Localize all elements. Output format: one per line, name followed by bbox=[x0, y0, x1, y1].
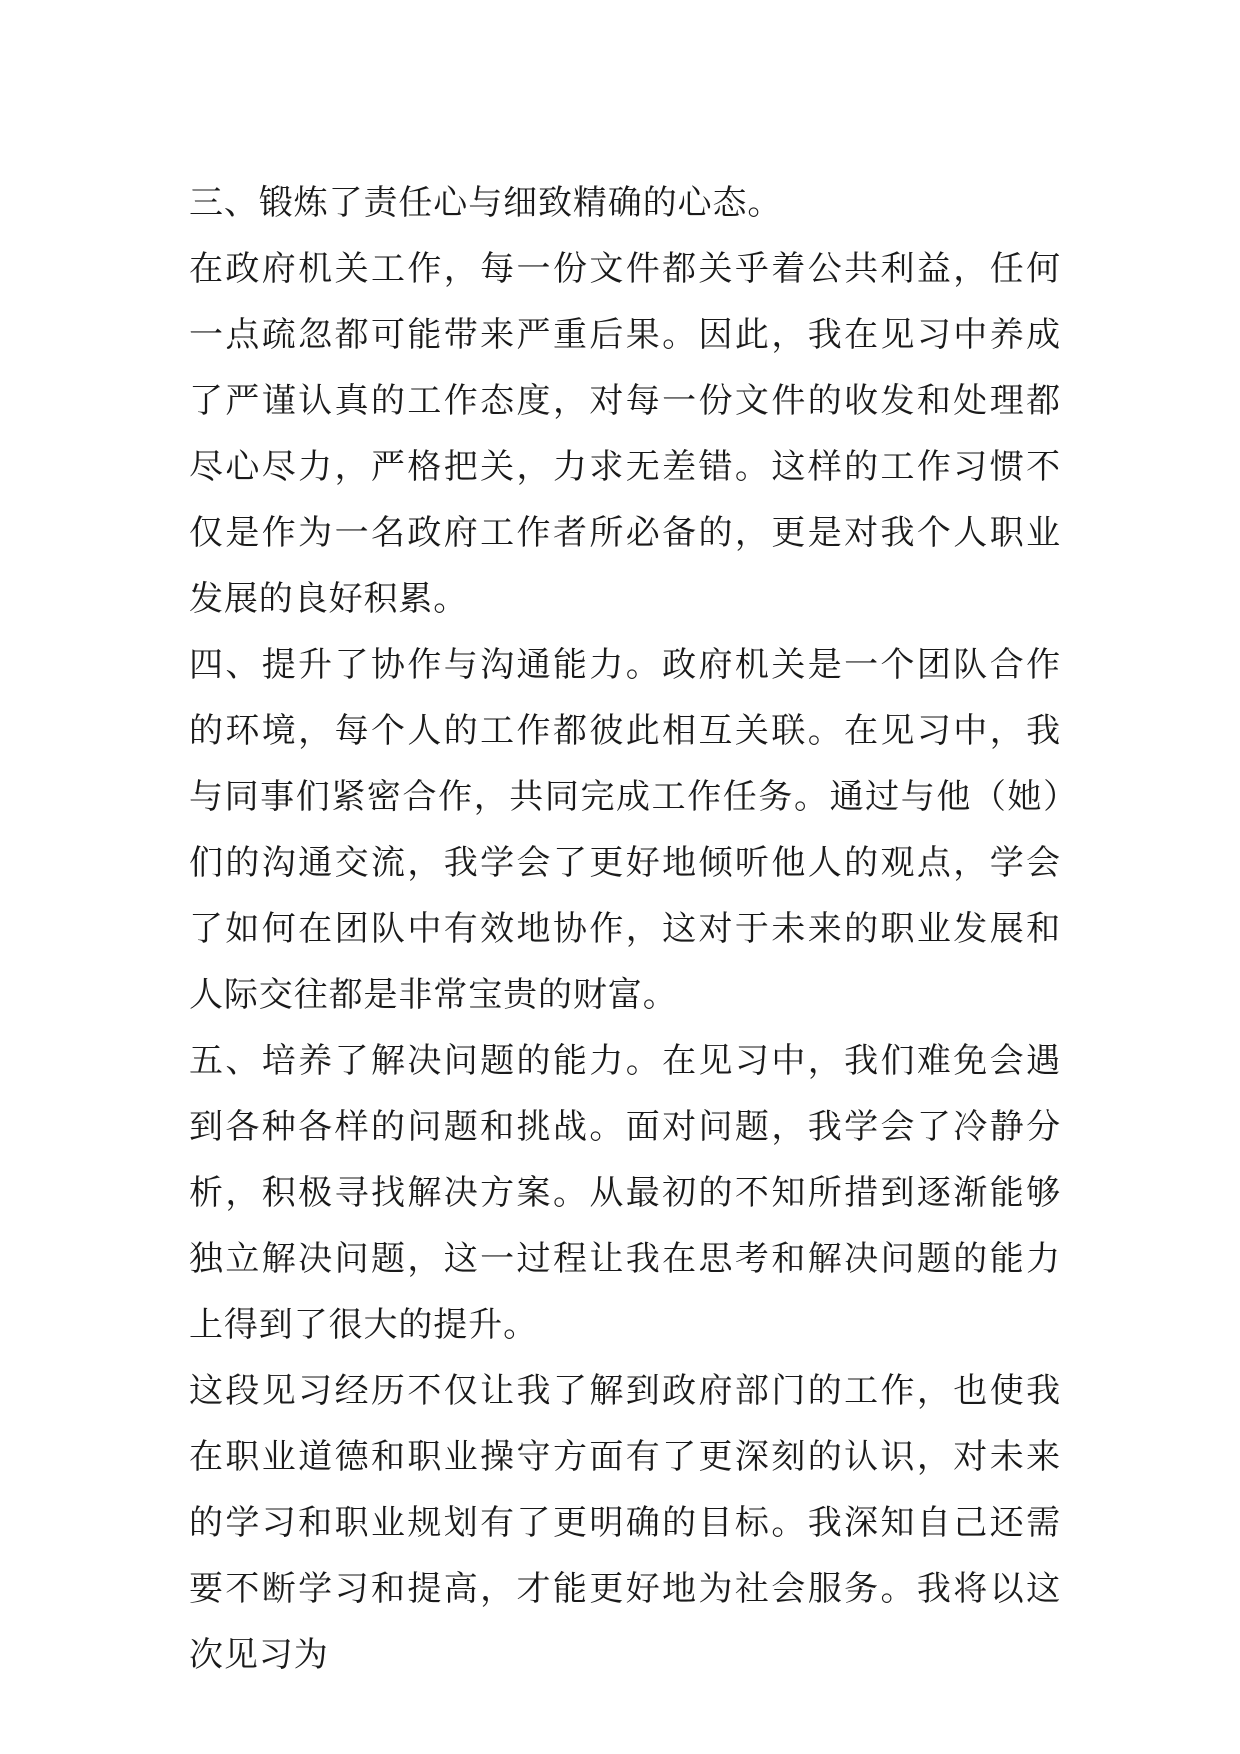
section-five-problem-solving: 五、培养了解决问题的能力。在见习中，我们难免会遇到各种各样的问题和挑战。面对问题，我学会了冷静分析，积极寻找解决方案。从最初的不知所措到逐渐能够独立解决问题，这一过程让我在思考和解决问题的能力上得到了很大的提升。 bbox=[189, 1041, 1061, 1345]
section-four-collaboration: 四、提升了协作与沟通能力。政府机关是一个团队合作的环境，每个人的工作都彼此相互关联。在见习中，我与同事们紧密合作，共同完成工作任务。通过与他（她）们的沟通交流，我学会了更好地倾听他人的观点，学会了如何在团队中有效地协作，这对于未来的职业发展和人际交往都是非常宝贵的财富。 bbox=[189, 645, 1061, 1015]
paragraph-conclusion: 这段见习经历不仅让我了解到政府部门的工作，也使我在职业道德和职业操守方面有了更深刻的认识，对未来的学习和职业规划有了更明确的目标。我深知自己还需要不断学习和提高，才能更好地为社会服务。我将以这次见习为 bbox=[189, 1371, 1061, 1675]
document-body bbox=[189, 170, 1061, 1688]
paragraph-responsibility: 在政府机关工作，每一份文件都关乎着公共利益，任何一点疏忽都可能带来严重后果。因此，我在见习中养成了严谨认真的工作态度，对每一份文件的收发和处理都尽心尽力，严格把关，力求无差错。这样的工作习惯不仅是作为一名政府工作者所必备的，更是对我个人职业发展的良好积累。 bbox=[189, 249, 1061, 619]
section-heading-three: 三、锻炼了责任心与细致精确的心态。 bbox=[189, 183, 783, 223]
